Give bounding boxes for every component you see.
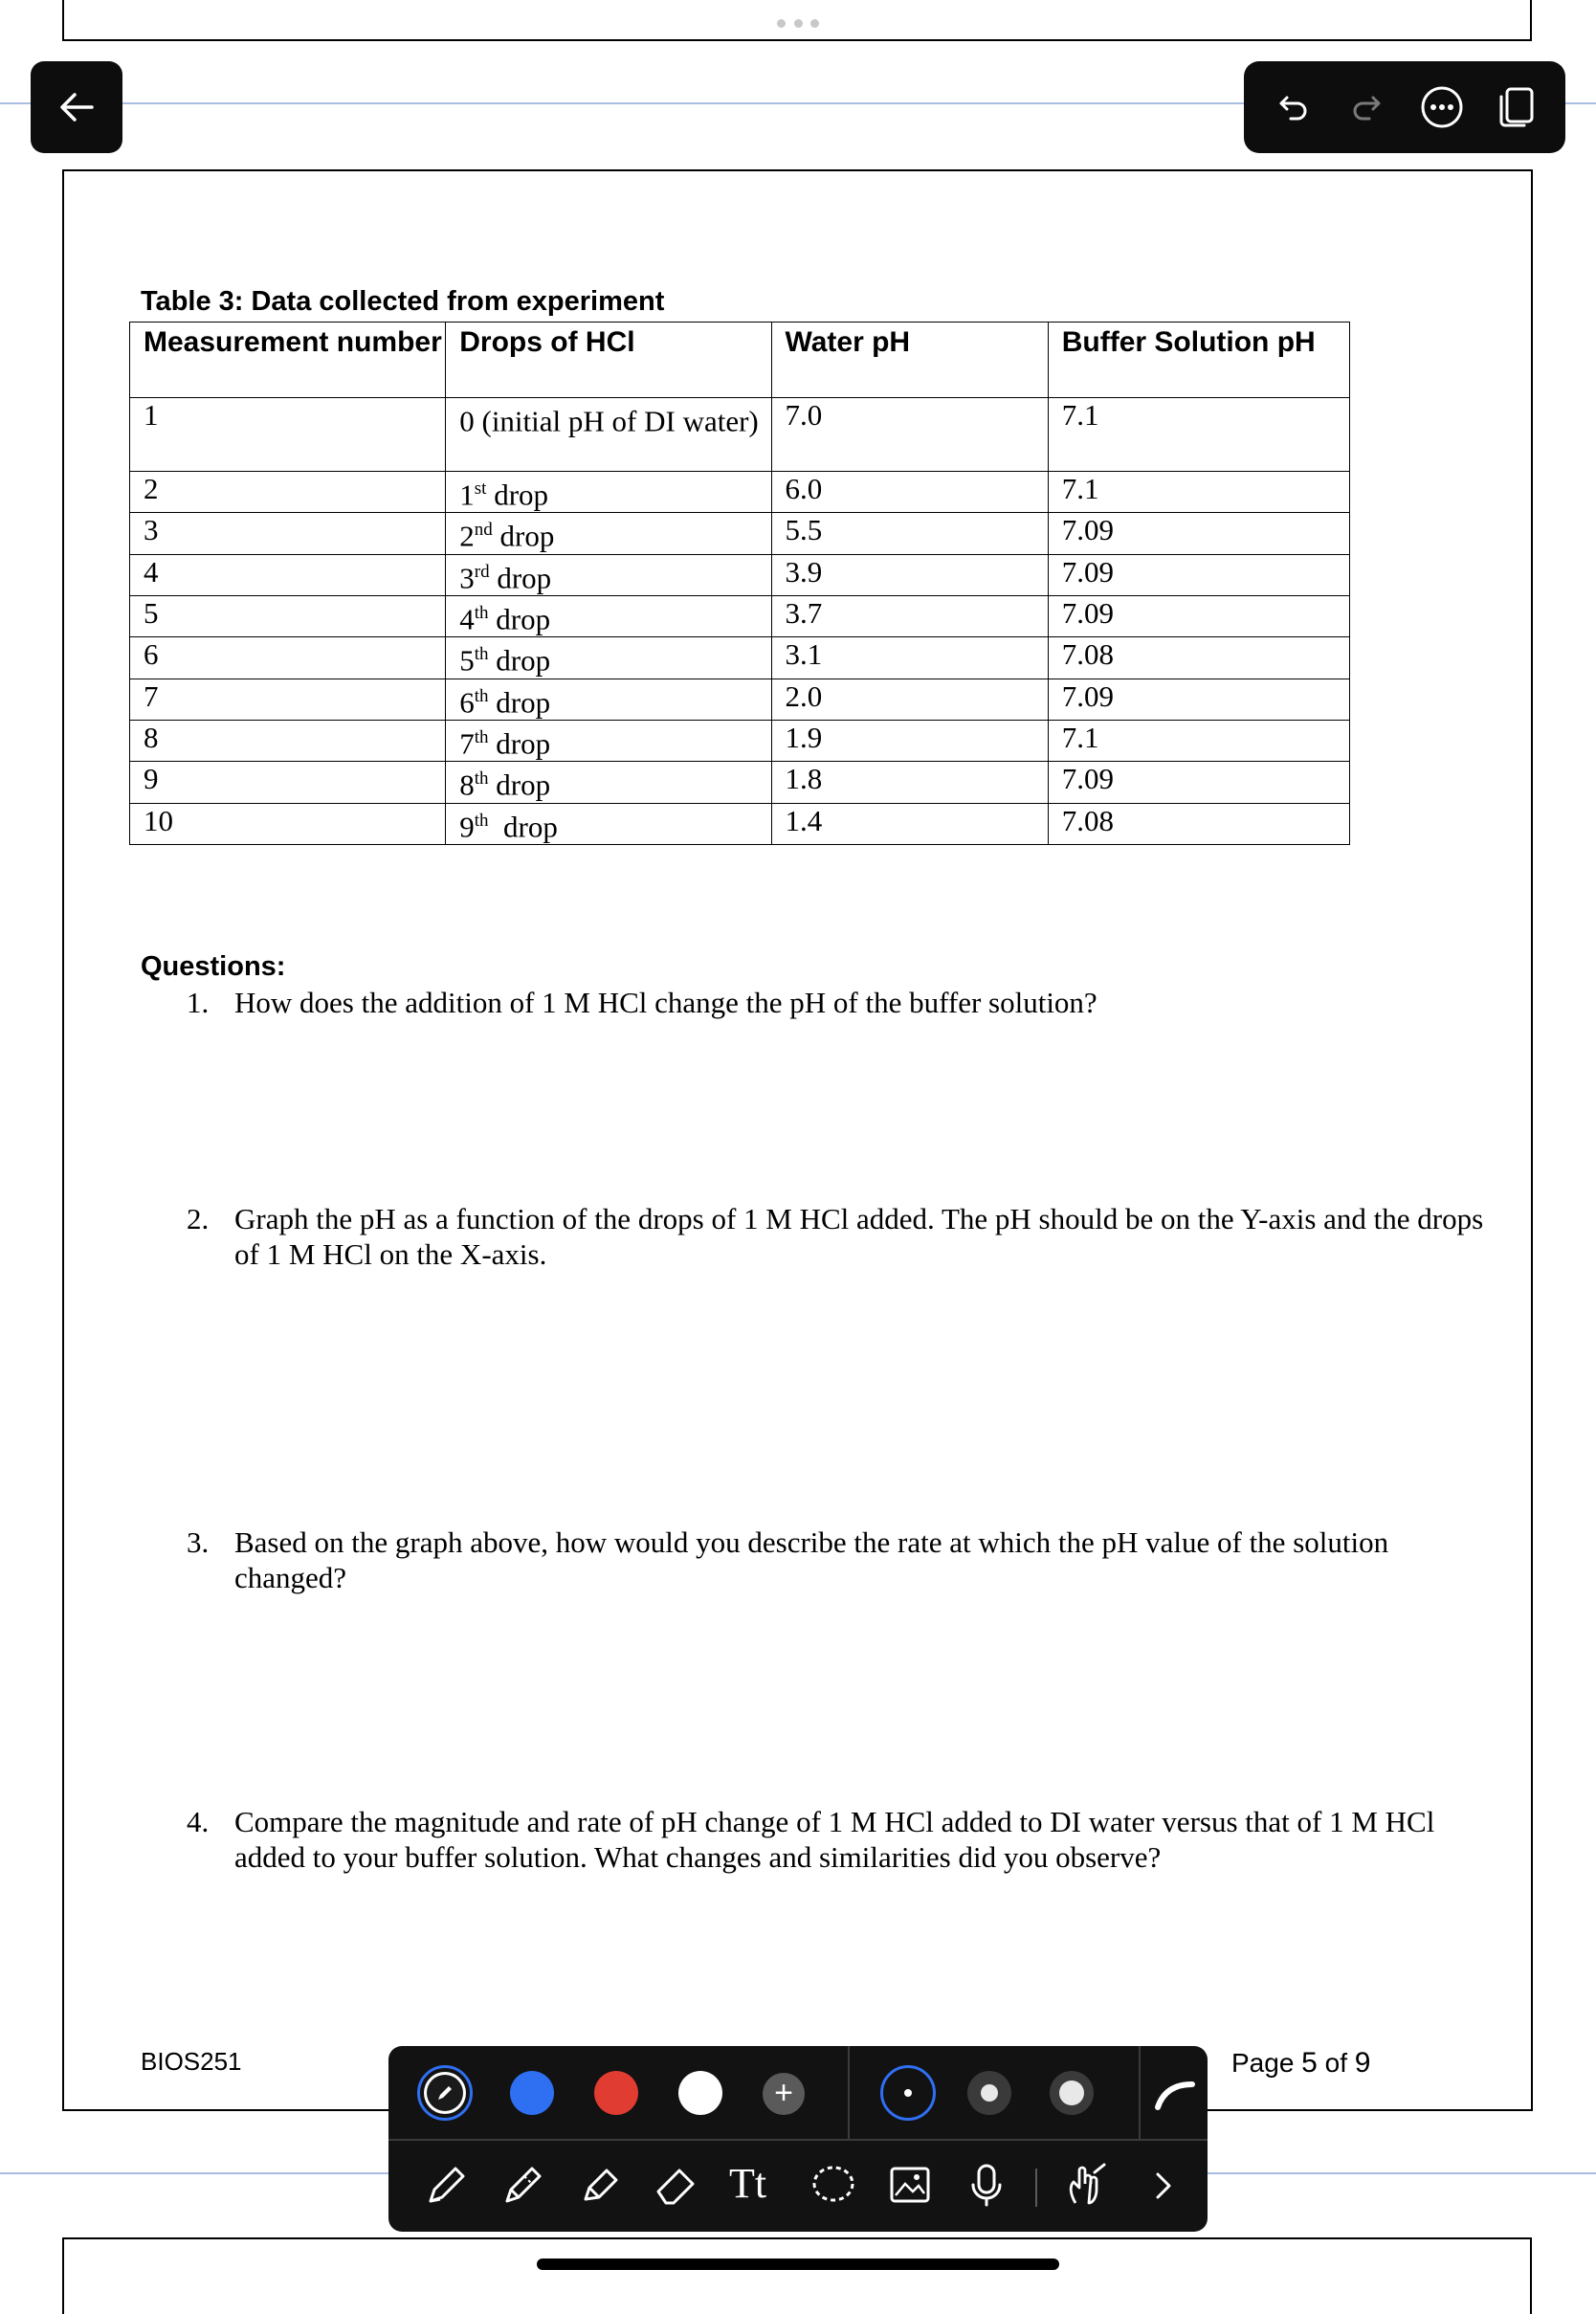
- question-text: How does the addition of 1 M HCl change the pH of the buffer solution?: [234, 986, 1097, 1019]
- cell-drops: [446, 637, 771, 679]
- cell-measurement: 2: [130, 472, 446, 513]
- drops-suffix: drop: [492, 519, 555, 553]
- cell-measurement: 9: [130, 762, 446, 803]
- page-of: of: [1317, 2048, 1355, 2078]
- stroke-width-medium[interactable]: [967, 2071, 1011, 2115]
- question-text: Based on the graph above, how would you describe the rate at which the pH value of the solution changed?: [234, 1525, 1389, 1594]
- header-measurement: Measurement number: [130, 323, 446, 398]
- drops-suffix: drop: [488, 684, 551, 719]
- drops-number: 3: [459, 560, 475, 594]
- footer-page-number: [1231, 2047, 1370, 2080]
- cell-measurement: 5: [130, 595, 446, 636]
- question-text: Compare the magnitude and rate of pH change of 1 M HCl added to DI water versus that of 1 M HCl added to your buffer solution. What changes and similarities did you observe?: [234, 1805, 1435, 1874]
- table-caption: Table 3: Data collected from experiment: [141, 286, 665, 317]
- footer-course: BIOS251: [141, 2047, 242, 2076]
- document-page: [62, 169, 1533, 2111]
- table-row: [130, 472, 1350, 513]
- cell-buffer-ph: 7.09: [1048, 513, 1349, 554]
- drops-number: 0 (initial pH of DI water): [459, 404, 759, 438]
- cell-buffer-ph: 7.09: [1048, 679, 1349, 720]
- lasso-icon[interactable]: [809, 2161, 857, 2209]
- cell-water-ph: 7.0: [771, 398, 1048, 472]
- questions-label: Questions:: [141, 951, 286, 982]
- pages-icon[interactable]: [1494, 84, 1540, 130]
- table-row: [130, 637, 1350, 679]
- cell-measurement: 1: [130, 398, 446, 472]
- cell-measurement: 4: [130, 554, 446, 595]
- cell-water-ph: 6.0: [771, 472, 1048, 513]
- chevron-right-icon[interactable]: [1144, 2167, 1183, 2205]
- drops-suffix: drop: [488, 602, 551, 636]
- back-button[interactable]: [31, 61, 122, 153]
- header-buffer-ph: Buffer Solution pH: [1048, 323, 1349, 398]
- drops-ordinal: st: [474, 478, 487, 499]
- drops-ordinal: nd: [474, 520, 493, 541]
- arrow-left-icon: [55, 86, 98, 128]
- image-icon[interactable]: [886, 2161, 934, 2209]
- stroke-width-thick[interactable]: [1050, 2071, 1094, 2115]
- cell-drops: [446, 472, 771, 513]
- cell-water-ph: 2.0: [771, 679, 1048, 720]
- microphone-icon[interactable]: [963, 2161, 1010, 2209]
- cell-drops: [446, 595, 771, 636]
- table-header-row: [130, 323, 1350, 398]
- header-drops: Drops of HCl: [446, 323, 771, 398]
- cell-measurement: 7: [130, 679, 446, 720]
- page-current: 5: [1301, 2047, 1318, 2079]
- table-row: [130, 513, 1350, 554]
- cell-water-ph: 3.9: [771, 554, 1048, 595]
- drops-ordinal: th: [474, 644, 489, 665]
- drops-number: 2: [459, 519, 475, 553]
- toolbar-divider: [1035, 2169, 1037, 2207]
- cell-drops: [446, 679, 771, 720]
- more-icon[interactable]: [1419, 84, 1465, 130]
- drops-ordinal: th: [474, 810, 489, 831]
- drops-ordinal: rd: [474, 561, 490, 582]
- toolbar-divider: [388, 2139, 1208, 2141]
- pen-color-selected[interactable]: [417, 2065, 473, 2121]
- top-toolbar: [1244, 61, 1565, 153]
- drops-ordinal: th: [474, 602, 489, 623]
- drops-ordinal: th: [474, 768, 489, 790]
- cell-drops: [446, 720, 771, 761]
- stroke-curve-icon[interactable]: [1154, 2073, 1196, 2115]
- table-row: [130, 554, 1350, 595]
- cell-buffer-ph: 7.08: [1048, 637, 1349, 679]
- pen-edit-icon: [434, 2082, 455, 2103]
- cell-buffer-ph: 7.1: [1048, 720, 1349, 761]
- drops-ordinal: th: [474, 685, 489, 706]
- cell-measurement: 6: [130, 637, 446, 679]
- drops-suffix: drop: [488, 643, 551, 678]
- pen-icon[interactable]: [423, 2161, 471, 2209]
- page-drag-handle[interactable]: [777, 19, 819, 29]
- drops-number: 8: [459, 768, 475, 802]
- drops-ordinal: th: [474, 726, 489, 747]
- drops-suffix: drop: [486, 478, 549, 512]
- question-number: 1.: [187, 986, 210, 1019]
- drops-suffix: drop: [488, 726, 551, 761]
- cell-drops: [446, 803, 771, 844]
- toolbar-divider: [848, 2046, 850, 2139]
- drops-number: 7: [459, 726, 475, 761]
- table-row: [130, 595, 1350, 636]
- drops-number: 4: [459, 602, 475, 636]
- cell-buffer-ph: 7.1: [1048, 472, 1349, 513]
- drops-number: 9: [459, 809, 475, 843]
- touch-draw-icon[interactable]: [1062, 2161, 1110, 2209]
- cell-measurement: 8: [130, 720, 446, 761]
- drops-suffix: drop: [488, 768, 551, 802]
- highlighter-icon[interactable]: [576, 2161, 624, 2209]
- stroke-width-thin[interactable]: [880, 2065, 936, 2121]
- eraser-icon[interactable]: [653, 2161, 700, 2209]
- cell-measurement: 10: [130, 803, 446, 844]
- table-row: [130, 803, 1350, 844]
- question-number: 4.: [187, 1805, 210, 1838]
- page-prefix: Page: [1231, 2048, 1302, 2078]
- drops-number: 6: [459, 684, 475, 719]
- color-swatch-white[interactable]: [678, 2071, 722, 2115]
- question-number: 3.: [187, 1525, 210, 1559]
- pencil-icon[interactable]: [499, 2161, 547, 2209]
- cell-buffer-ph: 7.08: [1048, 803, 1349, 844]
- add-color-button[interactable]: +: [763, 2073, 805, 2115]
- cell-water-ph: 1.8: [771, 762, 1048, 803]
- cell-buffer-ph: 7.09: [1048, 554, 1349, 595]
- page-total: 9: [1354, 2047, 1371, 2079]
- text-tool-icon[interactable]: Tt: [729, 2160, 767, 2207]
- cell-drops: [446, 554, 771, 595]
- cell-water-ph: 1.4: [771, 803, 1048, 844]
- undo-icon[interactable]: [1270, 84, 1316, 130]
- toolbar-divider: [1139, 2046, 1141, 2139]
- home-indicator[interactable]: [537, 2258, 1059, 2270]
- cell-drops: [446, 762, 771, 803]
- color-swatch-red[interactable]: [594, 2071, 638, 2115]
- cell-water-ph: 1.9: [771, 720, 1048, 761]
- drops-number: 5: [459, 643, 475, 678]
- redo-icon[interactable]: [1344, 84, 1390, 130]
- next-page: [62, 2237, 1532, 2314]
- table-row: [130, 720, 1350, 761]
- cell-buffer-ph: 7.09: [1048, 762, 1349, 803]
- data-table: [129, 322, 1350, 845]
- question-text: Graph the pH as a function of the drops of 1 M HCl added. The pH should be on the Y-axis and the drops of 1 M HCl on the X-axis.: [234, 1202, 1484, 1271]
- drops-suffix: drop: [489, 560, 552, 594]
- table-row: [130, 398, 1350, 472]
- table-row: [130, 762, 1350, 803]
- cell-measurement: 3: [130, 513, 446, 554]
- question-number: 2.: [187, 1202, 210, 1235]
- cell-drops: [446, 513, 771, 554]
- table-body: [130, 398, 1350, 845]
- drops-number: 1: [459, 478, 475, 512]
- drops-suffix: drop: [488, 809, 558, 843]
- cell-buffer-ph: 7.1: [1048, 398, 1349, 472]
- cell-water-ph: 5.5: [771, 513, 1048, 554]
- color-swatch-blue[interactable]: [510, 2071, 554, 2115]
- cell-water-ph: 3.1: [771, 637, 1048, 679]
- cell-buffer-ph: 7.09: [1048, 595, 1349, 636]
- cell-water-ph: 3.7: [771, 595, 1048, 636]
- header-water-ph: Water pH: [771, 323, 1048, 398]
- cell-drops: [446, 398, 771, 472]
- table-row: [130, 679, 1350, 720]
- drawing-toolbar: [388, 2046, 1208, 2232]
